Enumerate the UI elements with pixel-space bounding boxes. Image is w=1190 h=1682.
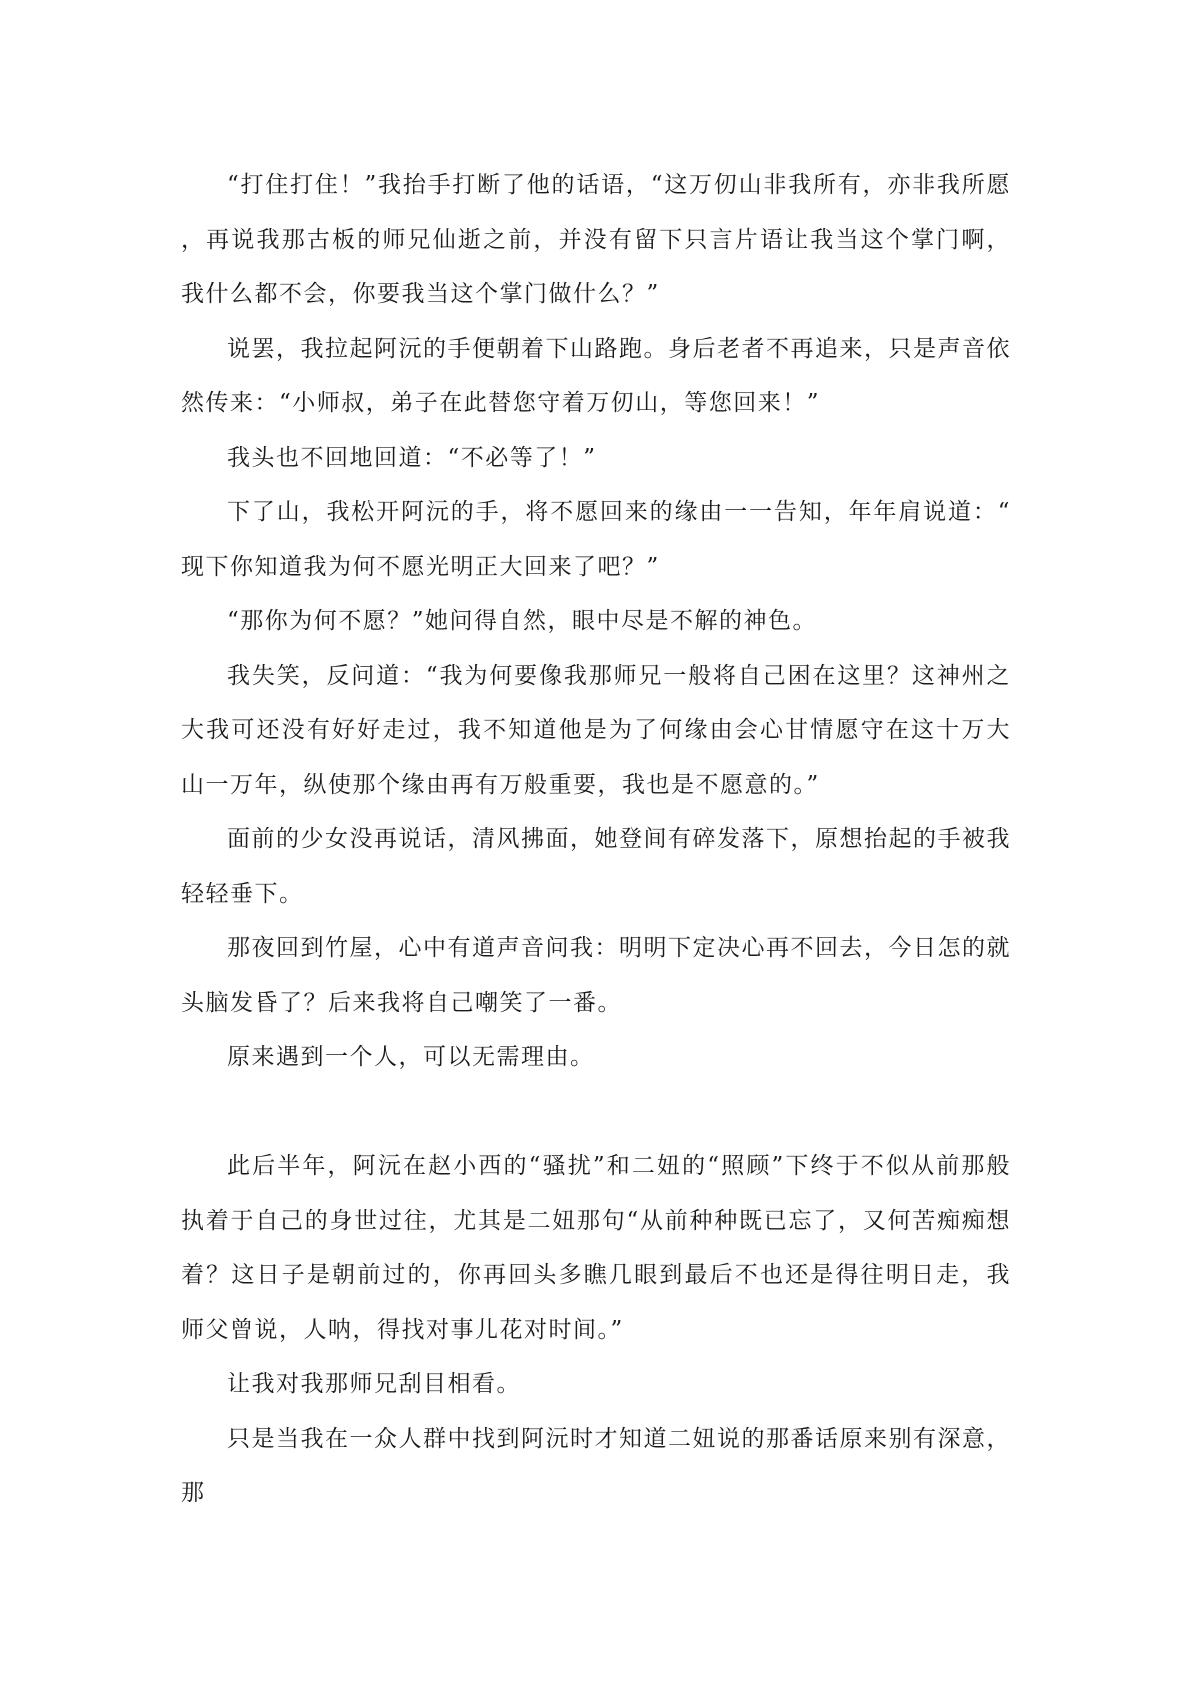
paragraph: 此后半年，阿沅在赵小西的“骚扰”和二妞的“照顾”下终于不似从前那般执着于自己的身世过往，尤其是二妞那句“从前种种既已忘了，又何苦痴痴想着？这日子是朝前过的，你再回头多瞧几眼到最后不也还是得往明日走，我师父曾说，人呐，得找对事儿花对时间。” bbox=[181, 1153, 1011, 1343]
paragraph: 只是当我在一众人群中找到阿沅时才知道二妞说的那番话原来别有深意，那 bbox=[181, 1425, 1011, 1506]
paragraph: 说罢，我拉起阿沅的手便朝着下山路跑。身后老者不再追来，只是声音依然传来：“小师叔，弟子在此替您守着万仞山，等您回来！” bbox=[181, 335, 1011, 416]
paragraph: 面前的少女没再说话，清风拂面，她登间有碎发落下，原想抬起的手被我轻轻垂下。 bbox=[181, 826, 1011, 907]
paragraph: “那你为何不愿？”她问得自然，眼中尽是不解的神色。 bbox=[227, 608, 818, 634]
paragraph: 我失笑，反问道：“我为何要像我那师兄一般将自己困在这里？这神州之大我可还没有好好走过，我不知道他是为了何缘由会心甘情愿守在这十万大山一万年，纵使那个缘由再有万般重要，我也是不愿意的。” bbox=[181, 662, 1011, 798]
document-body bbox=[181, 158, 1011, 1521]
paragraph: “打住打住！”我抬手打断了他的话语，“这万仞山非我所有，亦非我所愿，再说我那古板的师兄仙逝之前，并没有留下只言片语让我当这个掌门啊，我什么都不会，你要我当这个掌门做什么？” bbox=[181, 172, 1011, 307]
section-break bbox=[181, 1085, 1011, 1140]
paragraph: 原来遇到一个人，可以无需理由。 bbox=[227, 1044, 595, 1070]
paragraph: 那夜回到竹屋，心中有道声音问我：明明下定决心再不回去，今日怎的就头脑发昏了？后来我将自己嘲笑了一番。 bbox=[181, 935, 1011, 1016]
paragraph: 我头也不回地回道：“不必等了！” bbox=[227, 444, 597, 471]
paragraph: 让我对我那师兄刮目相看。 bbox=[227, 1371, 521, 1397]
paragraph: 下了山，我松开阿沅的手，将不愿回来的缘由一一告知，年年肩说道：“现下你知道我为何不愿光明正大回来了吧？” bbox=[181, 499, 1011, 580]
